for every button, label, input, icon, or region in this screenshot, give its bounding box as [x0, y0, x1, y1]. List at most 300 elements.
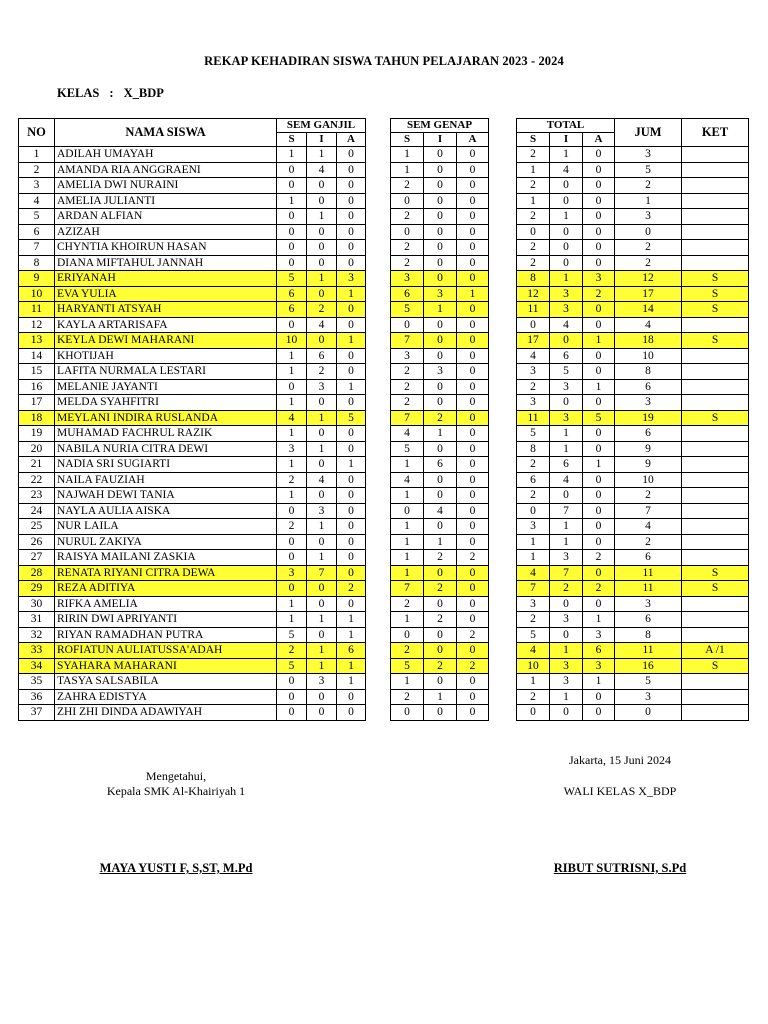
cell-genap-i: 6: [424, 457, 457, 473]
cell-ganjil-s: 0: [277, 255, 307, 271]
cell-total-s: 11: [517, 410, 550, 426]
cell-total-a: 1: [583, 333, 615, 349]
cell-ganjil-i: 3: [307, 503, 337, 519]
cell-ket: [682, 472, 749, 488]
cell-ganjil-a: 0: [337, 209, 366, 225]
cell-ganjil-i: 3: [307, 674, 337, 690]
place-date: Jakarta, 15 Juni 2024: [569, 753, 671, 767]
cell-jum: 14: [615, 302, 682, 318]
cell-genap-i: 2: [424, 612, 457, 628]
table-row: [19, 441, 366, 457]
document-title: REKAP KEHADIRAN SISWA TAHUN PELAJARAN 2023 - 2024: [204, 54, 564, 68]
cell-genap-i: 0: [424, 705, 457, 721]
cell-no: 25: [19, 519, 55, 535]
table-row: [19, 209, 366, 225]
table-row: [391, 689, 489, 705]
table-row: [391, 162, 489, 178]
cell-genap-s: 2: [391, 689, 424, 705]
cell-total-a: 1: [583, 379, 615, 395]
cell-total-a: 0: [583, 255, 615, 271]
cell-nama: MELANIE JAYANTI: [55, 379, 277, 395]
cell-jum: 3: [615, 689, 682, 705]
cell-ganjil-s: 2: [277, 472, 307, 488]
cell-no: 6: [19, 224, 55, 240]
cell-genap-i: 0: [424, 255, 457, 271]
cell-ganjil-s: 0: [277, 162, 307, 178]
cell-jum: 2: [615, 255, 682, 271]
cell-ganjil-a: 0: [337, 441, 366, 457]
cell-genap-i: 3: [424, 286, 457, 302]
table-row: [19, 224, 366, 240]
cell-genap-a: 2: [457, 627, 489, 643]
cell-ganjil-i: 0: [307, 581, 337, 597]
cell-jum: 8: [615, 364, 682, 380]
table-row: [19, 410, 366, 426]
cell-genap-s: 1: [391, 565, 424, 581]
header-sem-genap: SEM GENAP: [391, 119, 489, 133]
table-row: [391, 240, 489, 256]
cell-genap-i: 0: [424, 441, 457, 457]
header-a: A: [583, 133, 615, 147]
cell-ganjil-a: 5: [337, 410, 366, 426]
cell-total-s: 7: [517, 581, 550, 597]
cell-jum: 6: [615, 379, 682, 395]
cell-no: 24: [19, 503, 55, 519]
cell-genap-i: 1: [424, 534, 457, 550]
cell-genap-s: 2: [391, 240, 424, 256]
cell-no: 22: [19, 472, 55, 488]
cell-total-i: 1: [550, 519, 583, 535]
cell-total-s: 10: [517, 658, 550, 674]
cell-jum: 3: [615, 596, 682, 612]
cell-nama: SYAHARA MAHARANI: [55, 658, 277, 674]
cell-ganjil-i: 1: [307, 441, 337, 457]
cell-no: 5: [19, 209, 55, 225]
cell-genap-i: 2: [424, 581, 457, 597]
table-row: [517, 193, 749, 209]
cell-ganjil-s: 0: [277, 178, 307, 194]
cell-genap-i: 3: [424, 364, 457, 380]
table-row: [517, 705, 749, 721]
table-row: [19, 317, 366, 333]
cell-total-i: 1: [550, 209, 583, 225]
cell-genap-i: 0: [424, 519, 457, 535]
cell-ket: [682, 395, 749, 411]
cell-no: 9: [19, 271, 55, 287]
cell-genap-s: 1: [391, 612, 424, 628]
cell-nama: RIFKA AMELIA: [55, 596, 277, 612]
cell-total-i: 0: [550, 224, 583, 240]
cell-total-s: 2: [517, 209, 550, 225]
cell-ganjil-i: 2: [307, 364, 337, 380]
cell-ganjil-i: 0: [307, 705, 337, 721]
cell-genap-s: 2: [391, 364, 424, 380]
cell-jum: 4: [615, 519, 682, 535]
cell-genap-i: 4: [424, 503, 457, 519]
cell-total-a: 0: [583, 317, 615, 333]
cell-ket: [682, 209, 749, 225]
cell-nama: MELDA SYAHFITRI: [55, 395, 277, 411]
cell-total-s: 2: [517, 178, 550, 194]
cell-ganjil-i: 0: [307, 240, 337, 256]
cell-total-a: 0: [583, 488, 615, 504]
cell-total-a: 0: [583, 162, 615, 178]
cell-jum: 7: [615, 503, 682, 519]
table-row: [391, 596, 489, 612]
cell-ganjil-i: 4: [307, 317, 337, 333]
cell-total-s: 5: [517, 627, 550, 643]
cell-genap-s: 5: [391, 658, 424, 674]
cell-jum: 1: [615, 193, 682, 209]
table-row: [517, 519, 749, 535]
table-row: [19, 178, 366, 194]
cell-total-s: 11: [517, 302, 550, 318]
cell-total-a: 2: [583, 286, 615, 302]
cell-ganjil-i: 1: [307, 410, 337, 426]
cell-no: 36: [19, 689, 55, 705]
cell-total-a: 2: [583, 550, 615, 566]
cell-genap-i: 2: [424, 550, 457, 566]
cell-genap-i: 0: [424, 674, 457, 690]
cell-ganjil-a: 0: [337, 364, 366, 380]
cell-total-i: 1: [550, 441, 583, 457]
cell-jum: 2: [615, 178, 682, 194]
cell-genap-a: 0: [457, 689, 489, 705]
cell-nama: ERIYANAH: [55, 271, 277, 287]
cell-total-i: 0: [550, 255, 583, 271]
cell-total-a: 0: [583, 224, 615, 240]
cell-no: 12: [19, 317, 55, 333]
table-row: [391, 379, 489, 395]
cell-genap-i: 0: [424, 271, 457, 287]
cell-ket: [682, 364, 749, 380]
table-row: [19, 348, 366, 364]
cell-no: 28: [19, 565, 55, 581]
cell-ganjil-s: 0: [277, 379, 307, 395]
cell-total-i: 0: [550, 240, 583, 256]
cell-total-a: 3: [583, 627, 615, 643]
table-row: [391, 534, 489, 550]
table-row: [391, 193, 489, 209]
header-no: NO: [19, 119, 55, 147]
cell-ket: [682, 178, 749, 194]
cell-nama: AMELIA JULIANTI: [55, 193, 277, 209]
attendance-table-ganjil: [18, 118, 366, 721]
cell-ganjil-s: 0: [277, 534, 307, 550]
cell-total-i: 3: [550, 379, 583, 395]
cell-genap-s: 5: [391, 441, 424, 457]
cell-ket: [682, 534, 749, 550]
cell-ganjil-i: 0: [307, 224, 337, 240]
cell-ket: [682, 457, 749, 473]
cell-genap-s: 2: [391, 255, 424, 271]
cell-genap-a: 0: [457, 240, 489, 256]
table-row: [19, 271, 366, 287]
table-row: [517, 271, 749, 287]
cell-genap-a: 0: [457, 317, 489, 333]
cell-total-i: 1: [550, 426, 583, 442]
cell-ganjil-a: 0: [337, 348, 366, 364]
table-row: [517, 240, 749, 256]
cell-no: 18: [19, 410, 55, 426]
cell-ganjil-s: 10: [277, 333, 307, 349]
cell-total-a: 0: [583, 426, 615, 442]
table-row: [517, 410, 749, 426]
cell-nama: NABILA NURIA CITRA DEWI: [55, 441, 277, 457]
cell-no: 1: [19, 147, 55, 163]
cell-jum: 17: [615, 286, 682, 302]
table-row: [517, 550, 749, 566]
cell-ganjil-a: 0: [337, 147, 366, 163]
table-row: [19, 488, 366, 504]
header-sem-ganjil: SEM GANJIL: [277, 119, 366, 133]
header-s: S: [277, 133, 307, 147]
cell-total-s: 1: [517, 534, 550, 550]
cell-no: 37: [19, 705, 55, 721]
cell-genap-s: 2: [391, 395, 424, 411]
table-row: [391, 147, 489, 163]
cell-genap-a: 0: [457, 348, 489, 364]
cell-genap-a: 0: [457, 147, 489, 163]
cell-no: 27: [19, 550, 55, 566]
cell-ket: [682, 627, 749, 643]
cell-nama: ZAHRA EDISTYA: [55, 689, 277, 705]
table-row: [19, 333, 366, 349]
cell-total-i: 4: [550, 317, 583, 333]
cell-jum: 0: [615, 224, 682, 240]
cell-genap-i: 1: [424, 302, 457, 318]
cell-no: 14: [19, 348, 55, 364]
cell-genap-a: 0: [457, 581, 489, 597]
cell-ket: [682, 426, 749, 442]
cell-genap-a: 0: [457, 441, 489, 457]
cell-ket: [682, 379, 749, 395]
table-row: [517, 565, 749, 581]
kepala-sekolah-name: MAYA YUSTI F, S,ST, M.Pd: [99, 861, 253, 875]
cell-genap-s: 3: [391, 271, 424, 287]
cell-genap-a: 0: [457, 643, 489, 659]
table-row: [391, 224, 489, 240]
cell-genap-i: 0: [424, 379, 457, 395]
cell-total-s: 5: [517, 426, 550, 442]
cell-total-s: 8: [517, 271, 550, 287]
table-row: [391, 255, 489, 271]
header-jum: JUM: [615, 119, 682, 147]
cell-genap-s: 3: [391, 348, 424, 364]
cell-ket: [682, 317, 749, 333]
cell-genap-i: 0: [424, 565, 457, 581]
cell-total-s: 4: [517, 565, 550, 581]
cell-nama: EVA YULIA: [55, 286, 277, 302]
cell-nama: AMELIA DWI NURAINI: [55, 178, 277, 194]
cell-nama: MUHAMAD FACHRUL RAZIK: [55, 426, 277, 442]
cell-ket: S: [682, 286, 749, 302]
cell-ganjil-s: 0: [277, 209, 307, 225]
cell-genap-a: 0: [457, 565, 489, 581]
cell-total-a: 0: [583, 519, 615, 535]
cell-genap-a: 2: [457, 550, 489, 566]
table-row: [517, 426, 749, 442]
cell-ganjil-i: 0: [307, 596, 337, 612]
cell-total-a: 0: [583, 348, 615, 364]
table-row: [517, 488, 749, 504]
table-row: [391, 581, 489, 597]
cell-ket: [682, 348, 749, 364]
class-value: X_BDP: [123, 86, 164, 100]
table-row: [19, 426, 366, 442]
table-row: [517, 534, 749, 550]
cell-ganjil-a: 0: [337, 534, 366, 550]
cell-total-a: 0: [583, 193, 615, 209]
table-row: [517, 147, 749, 163]
table-row: [19, 503, 366, 519]
cell-ket: [682, 689, 749, 705]
cell-ket: [682, 162, 749, 178]
cell-total-a: 0: [583, 364, 615, 380]
cell-no: 17: [19, 395, 55, 411]
cell-total-a: 0: [583, 147, 615, 163]
table-row: [517, 503, 749, 519]
cell-genap-s: 5: [391, 302, 424, 318]
cell-ganjil-a: 3: [337, 271, 366, 287]
table-row: [391, 302, 489, 318]
cell-total-a: 0: [583, 395, 615, 411]
cell-ganjil-a: 0: [337, 426, 366, 442]
table-row: [391, 519, 489, 535]
cell-genap-i: 1: [424, 426, 457, 442]
cell-ganjil-i: 1: [307, 147, 337, 163]
cell-ganjil-i: 0: [307, 457, 337, 473]
cell-ganjil-i: 1: [307, 643, 337, 659]
table-row: [391, 178, 489, 194]
cell-total-a: 1: [583, 457, 615, 473]
cell-genap-a: 0: [457, 410, 489, 426]
table-row: [391, 209, 489, 225]
cell-ganjil-i: 0: [307, 286, 337, 302]
table-row: [391, 643, 489, 659]
cell-genap-a: 0: [457, 302, 489, 318]
header-i: I: [307, 133, 337, 147]
cell-genap-s: 7: [391, 410, 424, 426]
cell-ganjil-s: 1: [277, 395, 307, 411]
cell-genap-i: 0: [424, 162, 457, 178]
table-row: [517, 302, 749, 318]
table-row: [19, 364, 366, 380]
cell-total-a: 0: [583, 240, 615, 256]
cell-nama: KAYLA ARTARISAFA: [55, 317, 277, 333]
cell-total-a: 0: [583, 503, 615, 519]
cell-total-s: 1: [517, 674, 550, 690]
cell-ket: [682, 193, 749, 209]
header-a: A: [457, 133, 489, 147]
cell-total-i: 2: [550, 581, 583, 597]
cell-nama: CHYNTIA KHOIRUN HASAN: [55, 240, 277, 256]
cell-jum: 11: [615, 643, 682, 659]
cell-ganjil-s: 1: [277, 426, 307, 442]
cell-ganjil-a: 0: [337, 317, 366, 333]
table-row: [517, 224, 749, 240]
cell-jum: 12: [615, 271, 682, 287]
cell-ganjil-a: 0: [337, 395, 366, 411]
table-row: [391, 333, 489, 349]
table-row: [391, 705, 489, 721]
cell-genap-s: 7: [391, 581, 424, 597]
cell-genap-a: 0: [457, 364, 489, 380]
table-row: [19, 705, 366, 721]
cell-total-a: 0: [583, 596, 615, 612]
cell-genap-a: 1: [457, 286, 489, 302]
cell-ganjil-i: 0: [307, 689, 337, 705]
table-row: [517, 348, 749, 364]
cell-genap-i: 0: [424, 209, 457, 225]
table-row: [19, 162, 366, 178]
cell-ket: [682, 224, 749, 240]
cell-jum: 0: [615, 705, 682, 721]
cell-total-a: 5: [583, 410, 615, 426]
cell-genap-s: 1: [391, 550, 424, 566]
cell-genap-a: 0: [457, 534, 489, 550]
cell-ganjil-a: 0: [337, 596, 366, 612]
cell-ganjil-a: 1: [337, 333, 366, 349]
cell-genap-a: 0: [457, 162, 489, 178]
cell-ganjil-s: 1: [277, 348, 307, 364]
cell-genap-i: 0: [424, 224, 457, 240]
cell-no: 23: [19, 488, 55, 504]
cell-ganjil-s: 6: [277, 286, 307, 302]
table-row: [19, 302, 366, 318]
table-row: [19, 581, 366, 597]
cell-jum: 6: [615, 612, 682, 628]
cell-genap-s: 0: [391, 193, 424, 209]
header-s: S: [391, 133, 424, 147]
table-row: [19, 457, 366, 473]
cell-total-a: 0: [583, 302, 615, 318]
cell-nama: NAYLA AULIA AISKA: [55, 503, 277, 519]
table-row: [517, 333, 749, 349]
cell-ganjil-a: 1: [337, 379, 366, 395]
cell-genap-a: 0: [457, 193, 489, 209]
cell-ganjil-i: 1: [307, 612, 337, 628]
cell-no: 20: [19, 441, 55, 457]
table-row: [19, 147, 366, 163]
cell-ganjil-s: 2: [277, 519, 307, 535]
cell-jum: 5: [615, 674, 682, 690]
cell-genap-i: 0: [424, 472, 457, 488]
cell-no: 4: [19, 193, 55, 209]
attendance-table-genap: [390, 118, 489, 721]
cell-jum: 19: [615, 410, 682, 426]
cell-ganjil-i: 3: [307, 379, 337, 395]
cell-ket: [682, 147, 749, 163]
cell-genap-a: 0: [457, 612, 489, 628]
cell-nama: NADIA SRI SUGIARTI: [55, 457, 277, 473]
cell-genap-i: 0: [424, 193, 457, 209]
cell-ket: S: [682, 333, 749, 349]
cell-ganjil-s: 1: [277, 147, 307, 163]
cell-jum: 10: [615, 472, 682, 488]
cell-genap-a: 0: [457, 457, 489, 473]
table-row: [517, 457, 749, 473]
cell-total-s: 0: [517, 224, 550, 240]
cell-genap-s: 1: [391, 147, 424, 163]
cell-genap-a: 0: [457, 209, 489, 225]
cell-genap-a: 0: [457, 178, 489, 194]
table-row: [391, 271, 489, 287]
cell-no: 3: [19, 178, 55, 194]
header-total: TOTAL: [517, 119, 615, 133]
cell-genap-a: 2: [457, 658, 489, 674]
cell-ket: [682, 240, 749, 256]
